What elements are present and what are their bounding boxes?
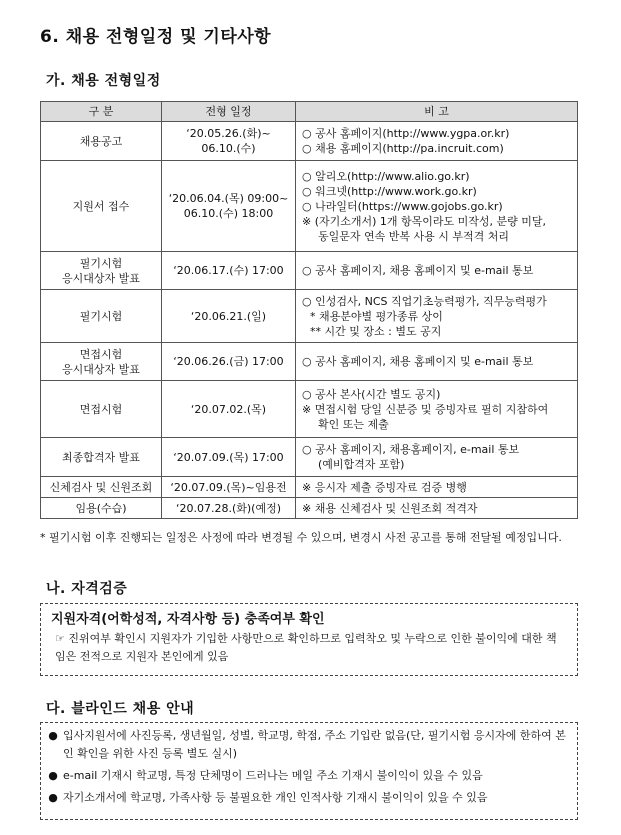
stage-cell — [41, 498, 162, 519]
stage-text: 필기시험 — [79, 256, 123, 270]
remarks-cell — [296, 122, 578, 161]
date-text: ‘20.06.04.(목) 09:00~ — [168, 192, 289, 205]
date-text: 06.10.(수) — [201, 142, 256, 155]
remark-line: ○ 공사 홈페이지, 채용 홈페이지 및 e-mail 통보 — [302, 355, 534, 368]
remark-line: ※ 면접시험 당일 신분증 및 증빙자료 필히 지참하여 — [302, 402, 549, 416]
remark-line: ※ (자기소개서) 1개 항목이라도 미작성, 분량 미달, — [302, 214, 547, 228]
header-date: 전형 일정 — [162, 102, 296, 122]
remark-line: ○ 나라일터(https://www.gojobs.go.kr) — [302, 199, 503, 213]
remark-line: ○ 채용 홈페이지(http://pa.incruit.com) — [302, 142, 504, 155]
stage-cell — [41, 290, 162, 343]
remark-line: (예비합격자 포함) — [318, 458, 405, 471]
bullet-icon: ● — [48, 729, 58, 742]
date-text: ‘20.07.09.(목) 17:00 — [173, 450, 284, 464]
remark-line: ○ 알리오(http://www.alio.go.kr) — [302, 169, 470, 183]
list-item — [47, 767, 571, 785]
remark-line: ** 시간 및 장소 : 별도 공지 — [310, 324, 442, 338]
date-text: ‘20.06.26.(금) 17:00 — [173, 355, 284, 368]
stage-text: 지원서 접수 — [72, 199, 130, 213]
remarks-cell — [296, 252, 578, 290]
stage-text: 채용공고 — [79, 134, 123, 148]
date-cell — [162, 498, 296, 519]
list-item-text: 입사지원서에 사진등록, 생년월일, 성별, 학교명, 학점, 주소 기입란 없음(단, 필기시험 응시자에 한하여 본인 확인을 위한 사진 등록 별도 실시) — [63, 729, 566, 760]
bullet-icon: ● — [48, 769, 58, 782]
table-row — [41, 290, 578, 343]
date-text: 06.10.(수) 18:00 — [183, 207, 274, 220]
remark-line: ○ 워크넷(http://www.work.go.kr) — [302, 184, 477, 198]
subsection-schedule-title: 가. 채용 전형일정 — [46, 73, 161, 89]
date-cell — [162, 343, 296, 381]
remark-line: ○ 공사 홈페이지, 채용 홈페이지 및 e-mail 통보 — [302, 264, 534, 277]
stage-text: 면접시험 — [79, 402, 123, 416]
remark-line: ○ 공사 홈페이지(http://www.ygpa.or.kr) — [302, 127, 510, 140]
stage-cell — [41, 381, 162, 438]
date-cell — [162, 161, 296, 252]
date-cell — [162, 381, 296, 438]
list-item-text: 자기소개서에 학교명, 가족사항 등 불필요한 개인 인적사항 기재시 불이익이 있을 수 있음 — [63, 791, 488, 804]
date-text: ‘20.07.09.(목)~임용전 — [170, 480, 287, 494]
remarks-cell — [296, 477, 578, 498]
qualification-text: ☞ 진위여부 확인시 지원자가 기입한 사항만으로 확인하므로 입력착오 및 누락으로 인한 불이익에 대한 책임은 전적으로 지원자 본인에게 있음 — [55, 632, 557, 663]
remark-line: ※ 채용 신체검사 및 신원조회 적격자 — [302, 501, 478, 515]
remark-line: 동일문자 연속 반복 사용 시 부적격 처리 — [318, 229, 509, 243]
date-cell — [162, 477, 296, 498]
date-text: ‘20.06.17.(수) 17:00 — [173, 264, 284, 277]
header-remarks: 비 고 — [296, 102, 578, 122]
stage-text: 최종합격자 발표 — [62, 450, 140, 464]
table-header-row — [41, 102, 578, 122]
table-row — [41, 343, 578, 381]
table-row — [41, 477, 578, 498]
footnote-text: * 필기시험 이후 진행되는 일정은 사정에 따라 변경될 수 있으며, 변경시 사전 공고를 통해 전달될 예정입니다. — [40, 531, 562, 544]
blind-hiring-box — [40, 722, 578, 820]
bullet-icon: ● — [48, 791, 58, 804]
remarks-cell — [296, 381, 578, 438]
stage-cell — [41, 161, 162, 252]
stage-cell — [41, 477, 162, 498]
date-text: ‘20.07.02.(목) — [190, 402, 267, 416]
stage-text: 필기시험 — [79, 309, 123, 323]
subsection-blind-title: 다. 블라인드 채용 안내 — [46, 701, 195, 717]
remarks-cell — [296, 290, 578, 343]
table-row — [41, 381, 578, 438]
remarks-cell — [296, 161, 578, 252]
remark-line: * 채용분야별 평가종류 상이 — [310, 309, 443, 323]
remarks-cell — [296, 498, 578, 519]
remark-line: 확인 또는 제출 — [318, 417, 389, 431]
list-item-text: e-mail 기재시 학교명, 특정 단체명이 드러나는 메일 주소 기재시 불이익이 있을 수 있음 — [63, 769, 483, 782]
date-cell — [162, 290, 296, 343]
table-row — [41, 252, 578, 290]
remark-line: ○ 공사 본사(시간 별도 공지) — [302, 387, 441, 401]
remarks-cell — [296, 343, 578, 381]
stage-cell — [41, 252, 162, 290]
date-text: ‘20.05.26.(화)~ — [186, 127, 271, 140]
remark-line: ○ 인성검사, NCS 직업기초능력평가, 직무능력평가 — [302, 294, 547, 308]
stage-cell — [41, 343, 162, 381]
section-title: 6. 채용 전형일정 및 기타사항 — [40, 27, 272, 47]
remarks-cell — [296, 438, 578, 477]
table-row — [41, 122, 578, 161]
date-cell — [162, 122, 296, 161]
date-cell — [162, 438, 296, 477]
stage-text: 응시대상자 발표 — [62, 362, 140, 376]
stage-text: 신체검사 및 신원조회 — [49, 480, 153, 494]
table-row — [41, 161, 578, 252]
schedule-table — [40, 101, 578, 519]
schedule-footnote — [40, 530, 585, 546]
date-text: ‘20.06.21.(일) — [190, 309, 267, 323]
stage-text: 응시대상자 발표 — [62, 271, 140, 285]
stage-text: 면접시험 — [79, 347, 123, 361]
subsection-qualification-title: 나. 자격검증 — [46, 581, 128, 597]
stage-cell — [41, 438, 162, 477]
remark-line: ※ 응시자 제출 증빙자료 검증 병행 — [302, 480, 467, 494]
list-item — [47, 727, 571, 763]
date-text: ‘20.07.28.(화)(예정) — [175, 501, 282, 515]
list-item — [47, 789, 571, 807]
stage-cell — [41, 122, 162, 161]
remark-line: ○ 공사 홈페이지, 채용홈페이지, e-mail 통보 — [302, 443, 520, 456]
header-stage: 구 분 — [41, 102, 162, 122]
qualification-title: 지원자격(어학성적, 자격사항 등) 충족여부 확인 — [51, 612, 325, 627]
qualification-box — [40, 603, 578, 676]
stage-text: 임용(수습) — [75, 501, 127, 515]
table-row — [41, 498, 578, 519]
table-row — [41, 438, 578, 477]
date-cell — [162, 252, 296, 290]
